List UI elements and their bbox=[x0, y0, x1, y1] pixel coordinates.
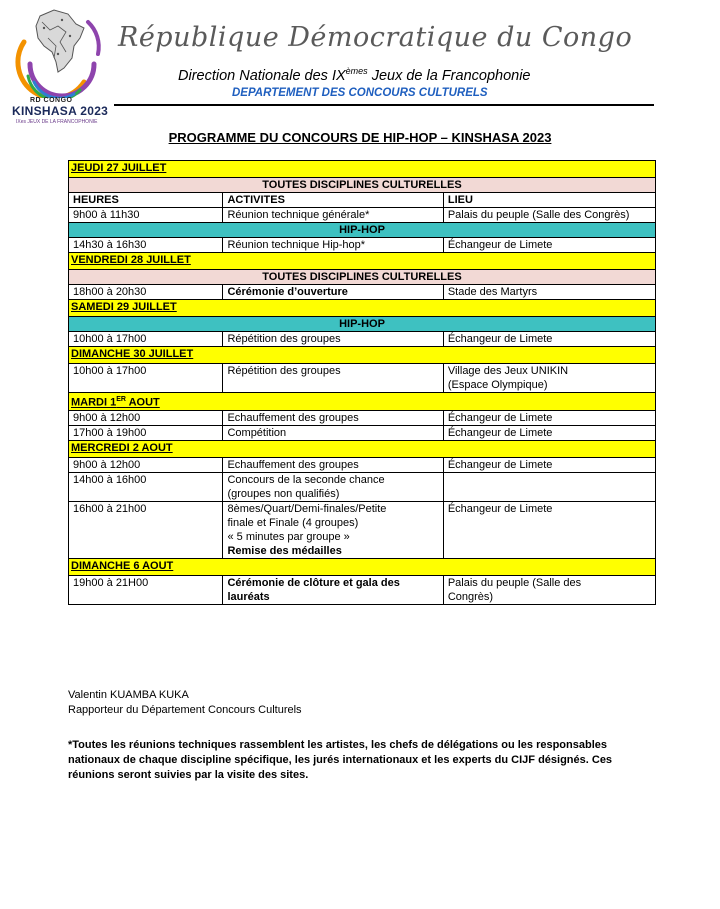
header-time: HEURES bbox=[69, 193, 223, 208]
table-row bbox=[69, 425, 656, 440]
activity-line: Cérémonie de clôture et gala des bbox=[227, 576, 400, 589]
category-row bbox=[69, 178, 656, 193]
table-row bbox=[69, 457, 656, 472]
activity-cell: Réunion technique générale* bbox=[223, 208, 443, 223]
day-label: SAMEDI 29 JUILLET bbox=[69, 300, 656, 317]
day-row bbox=[69, 253, 656, 270]
activity-cell bbox=[223, 575, 443, 604]
activity-line: 8èmes/Quart/Demi-finales/Petite bbox=[227, 502, 387, 515]
header-place: LIEU bbox=[443, 193, 655, 208]
time-cell: 10h00 à 17h00 bbox=[69, 332, 223, 347]
header-divider bbox=[114, 104, 654, 106]
activity-cell: Cérémonie d’ouverture bbox=[223, 285, 443, 300]
header-activity: ACTIVITES bbox=[223, 193, 443, 208]
table-row bbox=[69, 501, 656, 558]
day-row bbox=[69, 558, 656, 575]
day-label: JEUDI 27 JUILLET bbox=[69, 161, 656, 178]
activity-cell: Réunion technique Hip-hop* bbox=[223, 238, 443, 253]
activity-line: finale et Finale (4 groupes) bbox=[227, 516, 359, 529]
table-row bbox=[69, 410, 656, 425]
place-cell: Échangeur de Limete bbox=[443, 238, 655, 253]
time-cell: 14h00 à 16h00 bbox=[69, 472, 223, 501]
place-cell: Échangeur de Limete bbox=[443, 457, 655, 472]
time-cell: 19h00 à 21H00 bbox=[69, 575, 223, 604]
place-cell: Palais du peuple (Salle des Congrès) bbox=[443, 208, 655, 223]
category-label: HIP-HOP bbox=[69, 223, 656, 238]
republic-heading: République Démocratique du Congo bbox=[118, 22, 633, 53]
day-label: VENDREDI 28 JUILLET bbox=[69, 253, 656, 270]
activity-cell bbox=[223, 501, 443, 558]
programme-table bbox=[68, 160, 656, 605]
direction-suffix: Jeux de la Francophonie bbox=[367, 67, 531, 84]
time-cell: 18h00 à 20h30 bbox=[69, 285, 223, 300]
category-row bbox=[69, 223, 656, 238]
category-label: TOUTES DISCIPLINES CULTURELLES bbox=[69, 270, 656, 285]
place-cell: Échangeur de Limete bbox=[443, 425, 655, 440]
direction-sup: èmes bbox=[345, 66, 368, 76]
place-cell: Échangeur de Limete bbox=[443, 332, 655, 347]
table-row bbox=[69, 332, 656, 347]
activity-cell: Répétition des groupes bbox=[223, 332, 443, 347]
africa-map-logo-icon bbox=[14, 2, 102, 98]
category-row bbox=[69, 270, 656, 285]
activity-line: Remise des médailles bbox=[227, 544, 342, 557]
table-row bbox=[69, 285, 656, 300]
direction-prefix: Direction Nationale des IX bbox=[178, 67, 346, 84]
time-cell: 9h00 à 12h00 bbox=[69, 457, 223, 472]
direction-heading bbox=[178, 66, 531, 84]
place-cell: Échangeur de Limete bbox=[443, 410, 655, 425]
place-cell bbox=[443, 472, 655, 501]
games-logo bbox=[8, 0, 109, 128]
place-line: Village des Jeux UNIKIN bbox=[447, 365, 569, 377]
signature-role: Rapporteur du Département Concours Culturels bbox=[68, 704, 302, 716]
place-cell: Échangeur de Limete bbox=[443, 501, 655, 558]
logo-city-year: KINSHASA 2023 bbox=[12, 104, 109, 118]
activity-line: lauréats bbox=[227, 590, 270, 603]
activity-cell: Echauffement des groupes bbox=[223, 410, 443, 425]
signature-block bbox=[68, 688, 302, 718]
place-cell: Stade des Martyrs bbox=[443, 285, 655, 300]
activity-cell: Répétition des groupes bbox=[223, 364, 443, 393]
activity-cell bbox=[223, 472, 443, 501]
place-line: Palais du peuple (Salle des bbox=[447, 576, 582, 589]
category-row bbox=[69, 317, 656, 332]
day-label: DIMANCHE 30 JUILLET bbox=[69, 347, 656, 364]
page-title: PROGRAMME DU CONCOURS DE HIP-HOP – KINSHASA 2023 bbox=[168, 130, 552, 145]
time-cell: 9h00 à 12h00 bbox=[69, 410, 223, 425]
activity-line: « 5 minutes par groupe » bbox=[227, 530, 350, 543]
time-cell: 14h30 à 16h30 bbox=[69, 238, 223, 253]
department-heading: DEPARTEMENT DES CONCOURS CULTURELS bbox=[232, 87, 488, 99]
time-cell: 10h00 à 17h00 bbox=[69, 364, 223, 393]
time-cell: 16h00 à 21h00 bbox=[69, 501, 223, 558]
activity-cell: Echauffement des groupes bbox=[223, 457, 443, 472]
table-row bbox=[69, 575, 656, 604]
footnote: *Toutes les réunions techniques rassemblent les artistes, les chefs de délégations ou les responsables nationaux de chaque discipline spécifique, les jurés internationaux et les experts du CIJF désignés. Ces réunions seront suivies par la visite des sites. bbox=[68, 739, 613, 781]
day-label-main: MARDI 1 bbox=[71, 396, 117, 409]
category-label: HIP-HOP bbox=[69, 317, 656, 332]
table-row bbox=[69, 472, 656, 501]
logo-country: RD CONGO bbox=[30, 97, 73, 104]
activity-line: (groupes non qualifiés) bbox=[227, 487, 340, 500]
signature-name: Valentin KUAMBA KUKA bbox=[68, 689, 189, 701]
header-row bbox=[69, 193, 656, 208]
logo-subtitle: IXes JEUX DE LA FRANCOPHONIE bbox=[16, 119, 98, 125]
table-row bbox=[69, 208, 656, 223]
time-cell: 9h00 à 11h30 bbox=[69, 208, 223, 223]
category-label: TOUTES DISCIPLINES CULTURELLES bbox=[69, 178, 656, 193]
activity-cell: Compétition bbox=[223, 425, 443, 440]
table-row bbox=[69, 238, 656, 253]
time-cell: 17h00 à 19h00 bbox=[69, 425, 223, 440]
day-label bbox=[69, 393, 656, 411]
place-line: Congrès) bbox=[447, 590, 494, 603]
place-cell bbox=[443, 575, 655, 604]
activity-line: Concours de la seconde chance bbox=[227, 473, 385, 486]
day-label-rest: AOUT bbox=[125, 396, 160, 409]
day-row bbox=[69, 300, 656, 317]
day-label-sup: ER bbox=[116, 396, 126, 403]
day-row bbox=[69, 161, 656, 178]
day-label: MERCREDI 2 AOUT bbox=[69, 440, 656, 457]
day-label: DIMANCHE 6 AOUT bbox=[69, 558, 656, 575]
place-line: (Espace Olympique) bbox=[447, 379, 548, 391]
day-row bbox=[69, 347, 656, 364]
place-cell bbox=[443, 364, 655, 393]
day-row bbox=[69, 393, 656, 411]
day-row bbox=[69, 440, 656, 457]
table-row bbox=[69, 364, 656, 393]
